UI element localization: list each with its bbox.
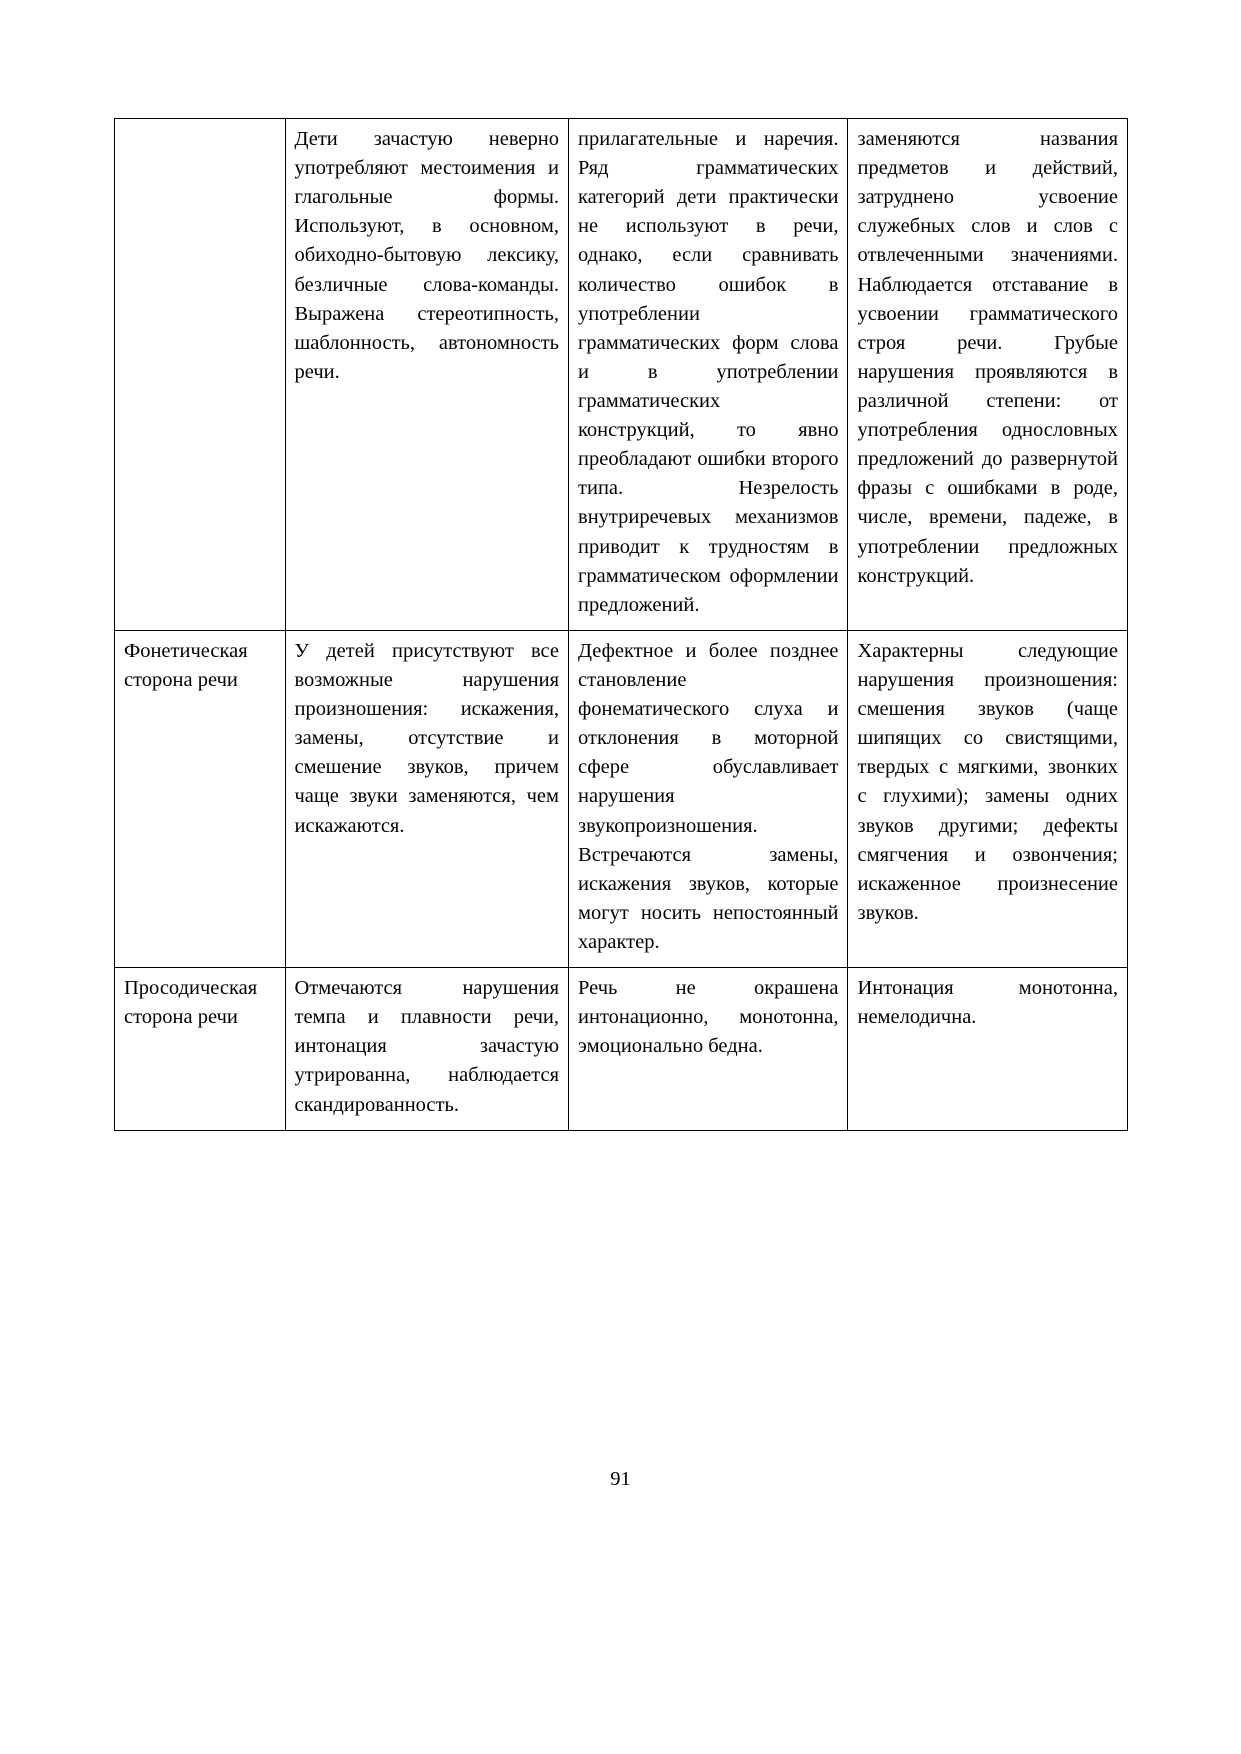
row-column-b-cell: Дефектное и более позднее становление фонематического слуха и отклонения в моторной сфере обуславливает нарушения звукопроизношения. Встречаются замены, искажения звуков, которые могут носить непостоянный характер. [569, 630, 848, 967]
row-column-a-cell: Дети зачастую неверно употребляют местоимения и глагольные формы. Используют, в основном, обиходно-бытовую лексику, безличные слова-команды. Выражена стереотипность, шаблонность, автономность речи. [285, 119, 569, 631]
row-column-c-cell: Интонация монотонна, немелодична. [848, 968, 1128, 1131]
row-column-b-cell: Речь не окрашена интонационно, монотонна, эмоционально бедна. [569, 968, 848, 1131]
row-label-cell: Просодическая сторона речи [115, 968, 286, 1131]
row-column-a-cell: У детей присутствуют все возможные нарушения произношения: искажения, замены, отсутствие и смешение звуков, причем чаще звуки заменяются, чем искажаются. [285, 630, 569, 967]
row-column-c-cell: Характерны следующие нарушения произношения: смешения звуков (чаще шипящих со свистящими, твердых с мягкими, звонких с глухими); замены одних звуков другими; дефекты смягчения и озвончения; искаженное произнесение звуков. [848, 630, 1128, 967]
row-column-a-cell: Отмечаются нарушения темпа и плавности речи, интонация зачастую утрированна, наблюдается скандированность. [285, 968, 569, 1131]
table-row [115, 968, 1128, 1131]
page-number: 91 [610, 1468, 631, 1490]
row-column-c-cell: заменяются названия предметов и действий, затруднено усвоение служебных слов и слов с отвлеченными значениями. Наблюдается отставание в усвоении грамматического строя речи. Грубые нарушения проявляются в различной степени: от употребления однословных предложений до развернутой фразы с ошибками в роде, числе, времени, падеже, в употреблении предложных конструкций. [848, 119, 1128, 631]
row-label-cell: Фонетическая сторона речи [115, 630, 286, 967]
table-row [115, 119, 1128, 631]
table-row [115, 630, 1128, 967]
row-column-b-cell: прилагательные и наречия. Ряд грамматических категорий дети практически не используют в речи, однако, если сравнивать количество ошибок в употреблении грамматических форм слова и в употреблении грамматических конструкций, то явно преобладают ошибки второго типа. Незрелость внутриречевых механизмов приводит к трудностям в грамматическом оформлении предложений. [569, 119, 848, 631]
comparison-table [114, 118, 1128, 1131]
row-label-cell [115, 119, 286, 631]
